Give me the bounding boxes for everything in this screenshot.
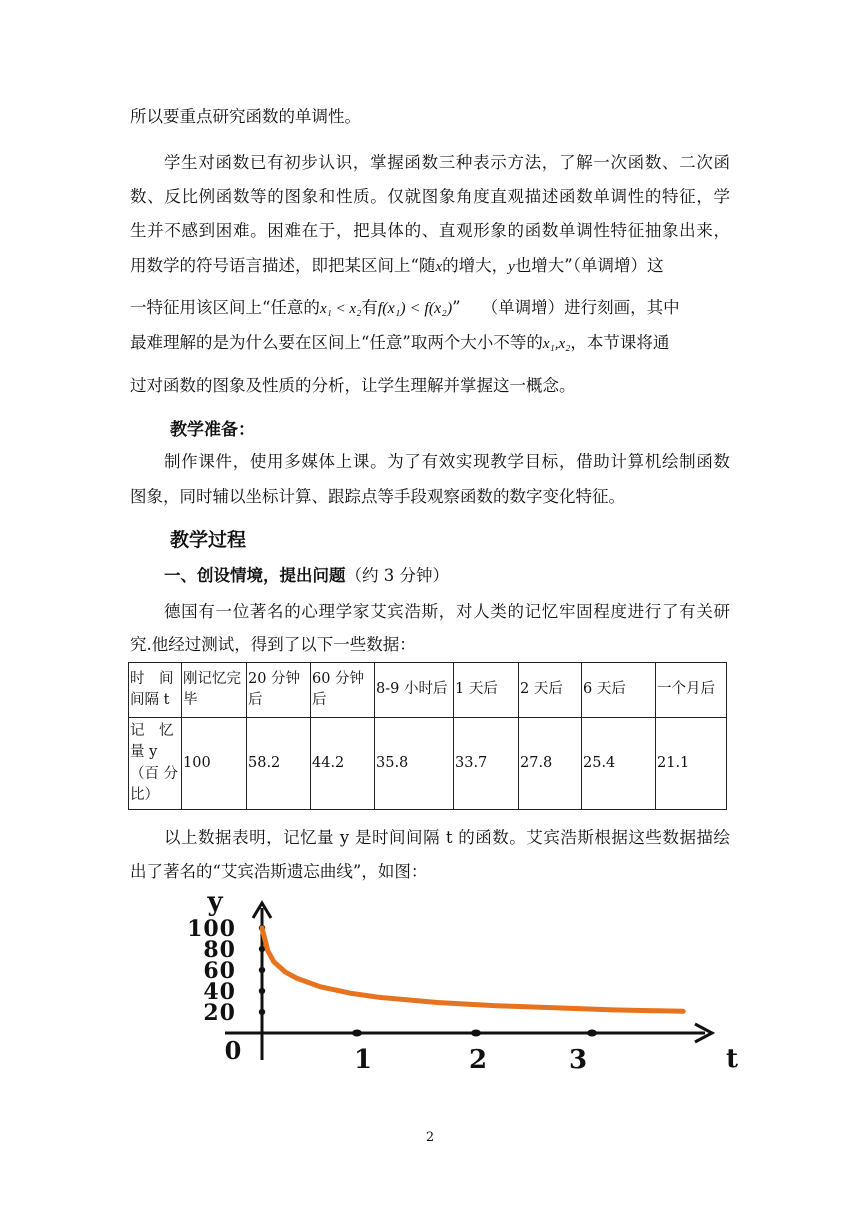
- section-time: （约 3 分钟）: [345, 566, 449, 585]
- x-tick-dot: [587, 1030, 597, 1037]
- table-cell: 记 忆量 y（百 分比）: [129, 718, 182, 810]
- y-tick-label: 60: [203, 958, 236, 984]
- y-tick-label: 20: [203, 1000, 236, 1026]
- table-cell: 6 天后: [582, 663, 656, 718]
- table-cell: 35.8: [375, 718, 454, 810]
- math-inequality: x₁ < x₂: [319, 301, 362, 317]
- text-segment: ”: [452, 298, 461, 317]
- table-cell: 33.7: [454, 718, 519, 810]
- text-segment: （单调增）进行刻画，其中: [481, 298, 680, 317]
- page-number: 2: [425, 1130, 435, 1145]
- table-cell: 21.1: [656, 718, 727, 810]
- text-line: 究.他经过测试，得到了以下一些数据：: [130, 635, 416, 654]
- table-cell: 时 间间隔 t: [129, 663, 182, 718]
- y-tick-label: 40: [203, 979, 236, 1005]
- x-axis-label: t: [725, 1044, 739, 1074]
- chart-axes: [187, 887, 738, 1075]
- table-cell: 60 分钟后: [311, 663, 375, 718]
- table-cell: 20 分钟后: [247, 663, 311, 718]
- x-tick-dot: [471, 1030, 481, 1037]
- y-tick-dot: [259, 1009, 265, 1015]
- y-tick-label: 100: [187, 916, 236, 942]
- text-segment: 有: [361, 298, 378, 317]
- x-tick-label: 3: [568, 1045, 588, 1075]
- text-line: 所以要重点研究函数的单调性。: [130, 107, 361, 126]
- math-variable-y: y: [508, 259, 515, 275]
- text-segment: 最难理解的是为什么要在区间上“任意”取两个大小不等的: [130, 333, 543, 352]
- table-cell: 58.2: [247, 718, 311, 810]
- table-cell: 2 天后: [519, 663, 582, 718]
- section-title: 一、创设情境，提出问题: [164, 566, 346, 585]
- text-line: 以上数据表明，记忆量 y 是时间间隔 t 的函数。艾宾浩斯根据这些数据描绘: [164, 828, 730, 847]
- table-cell: 一个月后: [656, 663, 727, 718]
- x-tick-dot: [352, 1030, 362, 1037]
- table-cell: 25.4: [582, 718, 656, 810]
- x-tick-label: 2: [468, 1045, 488, 1075]
- y-tick-dot: [259, 967, 265, 973]
- text-line: 生并不感到困难。困难在于，把具体的、直观形象的函数单调性特征抽象出来，: [130, 221, 730, 240]
- text-line: 学生对函数已有初步认识，掌握函数三种表示方法，了解一次函数、二次函: [164, 153, 730, 172]
- text-segment: ，本节课将通: [570, 333, 670, 352]
- chart-marks: [259, 925, 683, 1037]
- text-line: 图象，同时辅以坐标计算、跟踪点等手段观察函数的数字变化特征。: [130, 487, 625, 506]
- table-cell: 44.2: [311, 718, 375, 810]
- y-tick-dot: [259, 988, 265, 994]
- math-x1-x2: x₁,x₂: [542, 336, 571, 352]
- y-axis-label: y: [207, 887, 223, 917]
- text-line: 德国有一位著名的心理学家艾宾浩斯，对人类的记忆牢固程度进行了有关研: [164, 602, 730, 621]
- table-cell: 8-9 小时后: [375, 663, 454, 718]
- math-function-inequality: f(x₁) < f(x₂): [377, 300, 453, 317]
- table-cell: 1 天后: [454, 663, 519, 718]
- y-tick-label: 80: [203, 937, 236, 963]
- table-cell: 100: [182, 718, 247, 810]
- text-line: 制作课件，使用多媒体上课。为了有效实现教学目标，借助计算机绘制函数: [164, 452, 730, 471]
- x-tick-label: 1: [353, 1045, 373, 1075]
- text-line: 数、反比例函数等的图象和性质。仅就图象角度直观描述函数单调性的特征，学: [130, 187, 730, 206]
- text-segment: 也增大”（单调增）这: [514, 256, 664, 275]
- x-tick-label: 0: [224, 1036, 242, 1065]
- text-segment: 用数学的符号语言描述，即把某区间上“随: [130, 256, 436, 275]
- heading-teaching-prep: 教学准备：: [170, 420, 255, 440]
- text-segment: 的增大，: [442, 256, 509, 275]
- table-cell: 27.8: [519, 718, 582, 810]
- heading-teaching-process: 教学过程: [170, 529, 247, 551]
- text-segment: 一特征用该区间上“任意的: [130, 298, 320, 317]
- text-line: 过对函数的图象及性质的分析，让学生理解并掌握这一概念。: [130, 376, 576, 395]
- text-line: 出了著名的“艾宾浩斯遗忘曲线”，如图：: [130, 862, 428, 881]
- table-cell: 刚记忆完毕: [182, 663, 247, 718]
- math-variable-x: x: [435, 259, 443, 275]
- forgetting-curve-line: [262, 928, 683, 1011]
